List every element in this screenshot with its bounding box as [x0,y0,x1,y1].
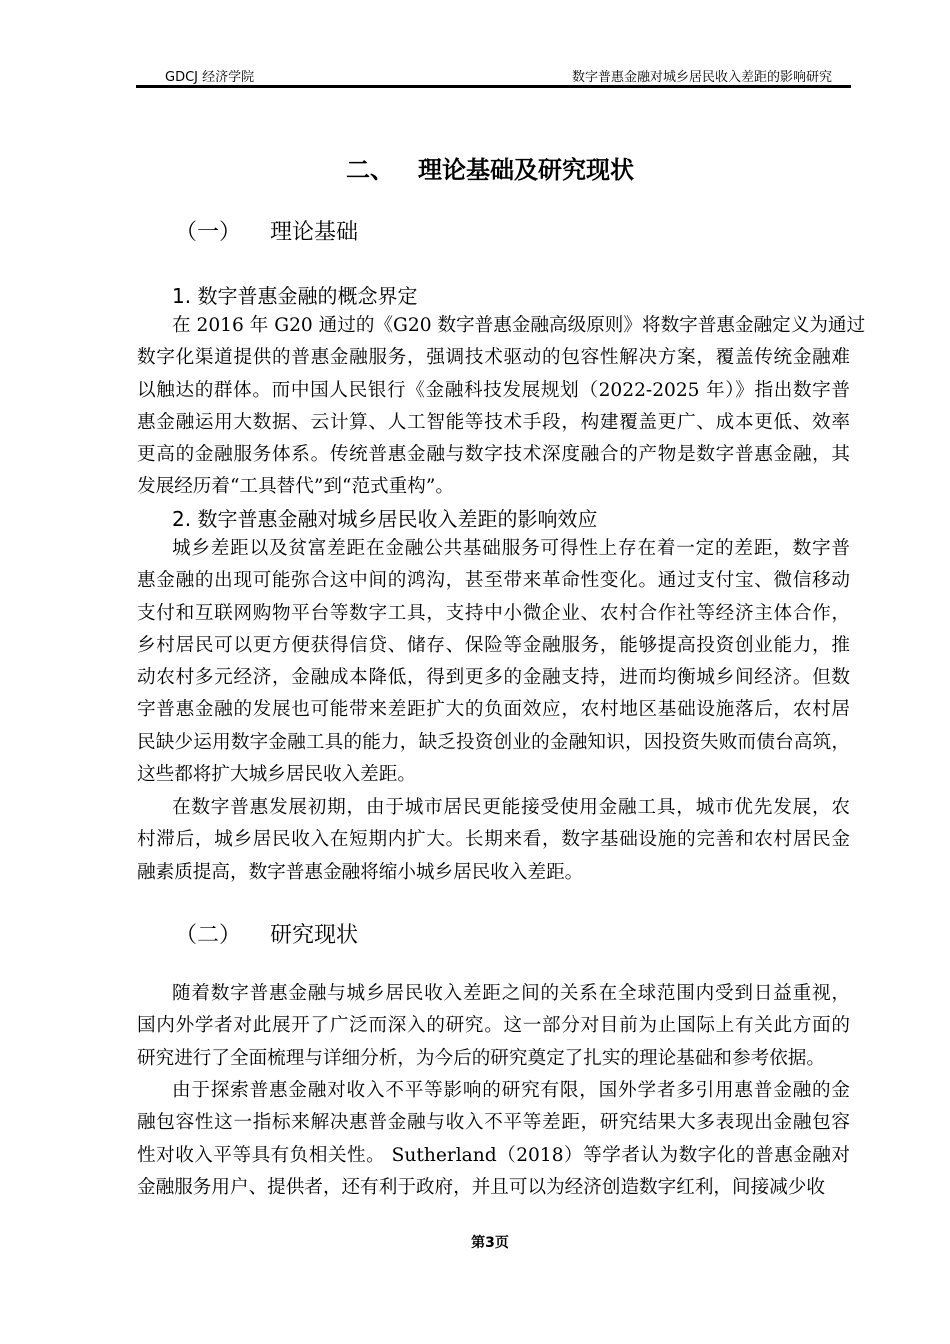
text-line: 在 2016 年 G20 通过的《G20 数字普惠金融高级原则》将数字普惠金融定义为通过 [172,315,866,336]
text-line: 数字化渠道提供的普惠金融服务，强调技术驱动的包容性解决方案，覆盖传统金融难 [137,347,850,369]
chapter-number: 二、 [346,156,394,184]
subsection-heading-effect: 2. 数字普惠金融对城乡居民收入差距的影响效应 [172,507,598,531]
text-line: 城乡差距以及贫富差距在金融公共基础服务可得性上存在着一定的差距，数字普 [172,538,850,559]
text-line: 村滞后，城乡居民收入在短期内扩大。长期来看，数字基础设施的完善和农村居民金 [137,829,850,851]
text-line: 惠金融运用大数据、云计算、人工智能等技术手段，构建覆盖更广、成本更低、效率 [137,411,850,433]
text-line: 这些都将扩大城乡居民收入差距。 [137,764,416,786]
paragraph-effect [137,533,850,791]
text-line: 惠金融的出现可能弥合这中间的鸿沟，甚至带来革命性变化。通过支付宝、微信移动 [137,570,850,592]
text-line: 融素质提高，数字普惠金融将缩小城乡居民收入差距。 [137,861,584,883]
text-line: 支付和互联网购物平台等数字工具，支持中小微企业、农村合作社等经济主体合作， [137,602,850,624]
text-line: 以触达的群体。而中国人民银行《金融科技发展规划（2022-2025 年）》指出数字普 [137,379,850,401]
page-number: 第3页 [471,1235,509,1251]
paragraph-concept [137,310,866,504]
text-line: 更高的金融服务体系。传统普惠金融与数字技术深度融合的产物是数字普惠金融，其 [137,444,850,466]
text-line: 随着数字普惠金融与城乡居民收入差距之间的关系在全球范围内受到日益重视， [172,983,850,1004]
text-line: 发展经历着“工具替代”到“范式重构”。 [137,476,454,498]
text-line: 动农村多元经济，金融成本降低，得到更多的金融支持，进而均衡城乡间经济。但数 [137,667,850,689]
text-line: 在数字普惠发展初期，由于城市居民更能接受使用金融工具，城市优先发展，农 [172,797,850,818]
paragraph-foreign-research [137,1075,850,1204]
paragraph-stages [137,792,850,889]
text-line: 字普惠金融的发展也可能带来差距扩大的负面效应，农村地区基础设施落后，农村居 [137,699,850,721]
paragraph-research-intro [137,978,850,1075]
subsection-heading-concept: 1. 数字普惠金融的概念界定 [172,284,418,308]
section-heading-status [175,918,358,949]
text-line: 国内外学者对此展开了广泛而深入的研究。这一部分对目前为止国际上有关此方面的 [137,1015,850,1037]
text-line: 融包容性这一指标来解决惠普金融与收入不平等差距，研究结果大多表现出金融包容 [137,1112,850,1134]
text-line: 民缺少运用数字金融工具的能力，缺乏投资创业的金融知识，因投资失败而债台高筑， [137,731,850,753]
text-line: 研究进行了全面梳理与详细分析，为今后的研究奠定了扎实的理论基础和参考依据。 [137,1047,825,1069]
text-line: 乡村居民可以更方便获得信贷、储存、保险等金融服务，能够提高投资创业能力，推 [137,634,850,656]
section-heading-theory [175,215,358,246]
section-title: 理论基础 [270,220,359,245]
chapter-title [0,150,950,185]
section-number: （二） [175,923,242,948]
chapter-title-text: 理论基础及研究现状 [418,156,634,184]
header-rule [136,85,851,88]
text-line: 由于探索普惠金融对收入不平等影响的研究有限，国外学者多引用惠普金融的金 [172,1080,850,1101]
text-line: 金融服务用户、提供者，还有利于政府，并且可以为经济创造数字红利，间接减少收 [137,1176,825,1198]
header-thesis-title: 数字普惠金融对城乡居民收入差距的影响研究 [571,70,832,85]
section-number: （一） [175,220,242,245]
header-school: GDCJ 经济学院 [165,70,255,85]
section-title: 研究现状 [270,923,359,948]
text-line: 性对收入平等具有负相关性。 Sutherland（2018）等学者认为数字化的普惠金融对 [137,1144,850,1166]
